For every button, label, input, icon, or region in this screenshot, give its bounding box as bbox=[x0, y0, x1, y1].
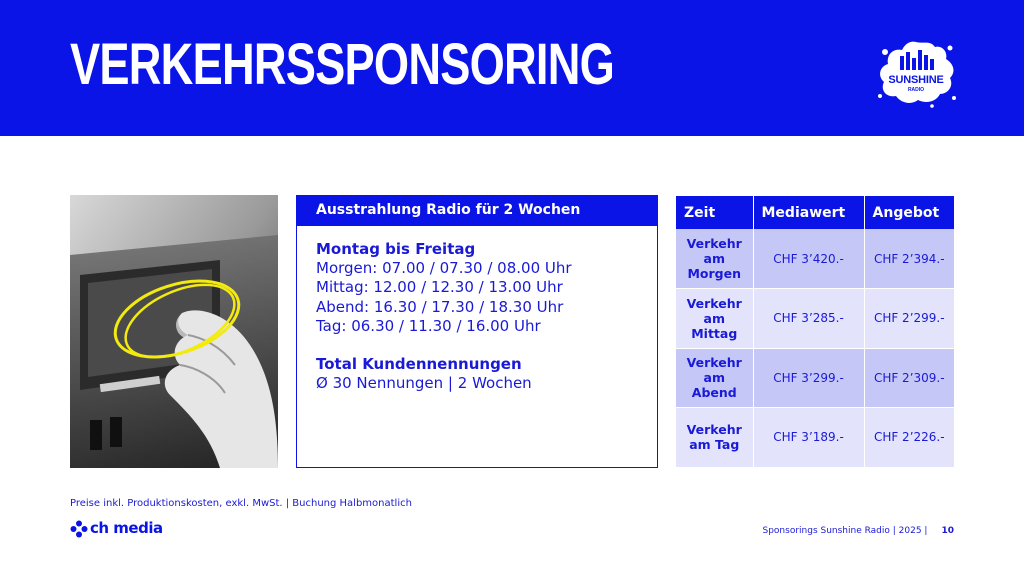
table-header-row bbox=[676, 196, 954, 229]
col-header-angebot: Angebot bbox=[864, 196, 954, 229]
cell-zeit bbox=[676, 348, 753, 408]
footer-meta-text: Sponsorings Sunshine Radio | 2025 | bbox=[762, 526, 928, 536]
cell-zeit bbox=[676, 408, 753, 468]
schedule-line: Abend: 16.30 / 17.30 / 18.30 Uhr bbox=[316, 297, 564, 316]
zeit-line: Verkehr bbox=[686, 355, 742, 371]
cell-mediawert: CHF 3’189.- bbox=[753, 408, 864, 468]
zeit-line: Abend bbox=[691, 385, 737, 401]
cell-angebot: CHF 2’394.- bbox=[864, 229, 954, 289]
zeit-line: Morgen bbox=[687, 266, 741, 281]
total-title: Total Kundennennungen bbox=[316, 355, 522, 374]
zeit-line: am bbox=[703, 370, 725, 386]
table-row bbox=[676, 348, 954, 408]
cell-mediawert: CHF 3’420.- bbox=[753, 229, 864, 289]
broadcast-info-box bbox=[296, 195, 658, 468]
car-radio-photo bbox=[70, 195, 278, 468]
cell-angebot: CHF 2’309.- bbox=[864, 348, 954, 408]
info-heading: Ausstrahlung Radio für 2 Wochen bbox=[297, 196, 657, 226]
page-number: 10 bbox=[941, 526, 954, 536]
cell-zeit bbox=[676, 289, 753, 349]
footer-meta bbox=[763, 526, 955, 536]
cell-angebot: CHF 2’226.- bbox=[864, 408, 954, 468]
cell-zeit bbox=[676, 229, 753, 289]
zeit-line: am Tag bbox=[689, 437, 740, 453]
col-header-zeit: Zeit bbox=[676, 196, 753, 229]
sunshine-radio-logo bbox=[872, 38, 960, 110]
logo-wordmark: SUNSHINE bbox=[888, 74, 944, 86]
zeit-line: Verkehr bbox=[686, 236, 742, 251]
zeit-line: Mittag bbox=[691, 325, 738, 341]
schedule-days: Montag bis Freitag bbox=[316, 240, 476, 258]
page-title: VERKEHRSSPONSORING bbox=[70, 32, 615, 97]
zeit-line: Verkehr bbox=[686, 422, 742, 438]
col-header-mediawert: Mediawert bbox=[753, 196, 864, 229]
header-bar bbox=[0, 0, 1024, 136]
total-value: Ø 30 Nennungen | 2 Wochen bbox=[316, 374, 532, 393]
logo-subtitle: RADIO bbox=[907, 87, 925, 93]
cell-mediawert: CHF 3’285.- bbox=[753, 289, 864, 349]
zeit-line: am bbox=[703, 251, 725, 266]
table-row bbox=[676, 289, 954, 349]
table-row bbox=[676, 229, 954, 289]
brand-name: ch media bbox=[90, 519, 163, 537]
schedule-line: Tag: 06.30 / 11.30 / 16.00 Uhr bbox=[316, 316, 541, 335]
pricing-table bbox=[676, 196, 954, 468]
price-footnote: Preise inkl. Produktionskosten, exkl. MwSt. | Buchung Halbmonatlich bbox=[70, 498, 412, 509]
table-row bbox=[676, 408, 954, 468]
cell-mediawert: CHF 3’299.- bbox=[753, 348, 864, 408]
schedule-line: Mittag: 12.00 / 12.30 / 13.00 Uhr bbox=[316, 278, 563, 297]
info-body bbox=[297, 226, 657, 393]
schedule-line: Morgen: 07.00 / 07.30 / 08.00 Uhr bbox=[316, 259, 572, 278]
zeit-line: am bbox=[703, 310, 725, 326]
zeit-line: Verkehr bbox=[686, 295, 742, 311]
cell-angebot: CHF 2’299.- bbox=[864, 289, 954, 349]
ch-media-dots-icon bbox=[70, 520, 88, 538]
